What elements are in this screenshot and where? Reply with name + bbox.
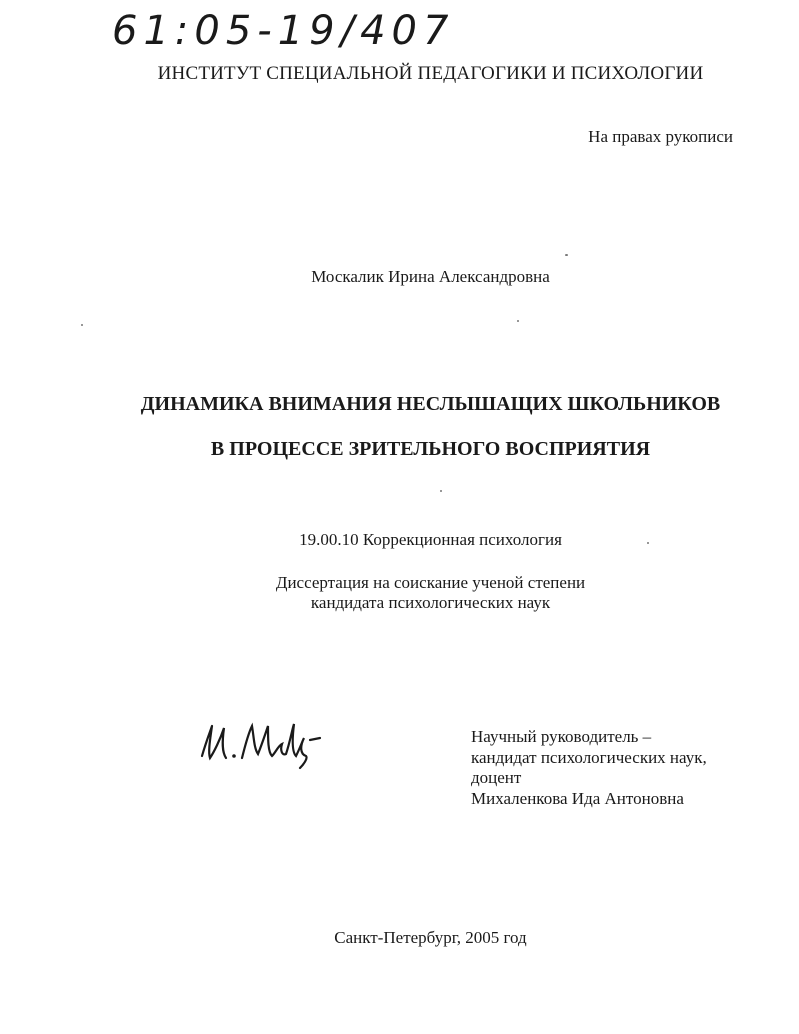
degree-line-1: Диссертация на соискание ученой степени	[275, 573, 586, 592]
author-signature	[196, 712, 326, 772]
scan-speck	[565, 254, 568, 256]
scientific-supervisor	[471, 727, 707, 809]
dissertation-title-line-2: В ПРОЦЕССЕ ЗРИТЕЛЬНОГО ВОСПРИЯТИЯ	[210, 438, 651, 460]
scan-speck	[517, 320, 519, 322]
archive-number-text: 61:05-19/407	[112, 8, 455, 52]
archive-number-handwritten	[112, 2, 492, 52]
scan-speck	[81, 324, 83, 326]
specialty-code: 19.00.10 Коррекционная психология	[299, 530, 562, 549]
city-and-year: Санкт-Петербург, 2005 год	[334, 928, 527, 947]
supervisor-role: Научный руководитель –	[471, 727, 652, 746]
dissertation-title-line-1: ДИНАМИКА ВНИМАНИЯ НЕСЛЫШАЩИХ ШКОЛЬНИКОВ	[140, 393, 721, 415]
scan-speck	[647, 542, 649, 544]
signature-drawing	[196, 712, 326, 772]
author-name: Москалик Ирина Александровна	[311, 267, 550, 286]
degree-line-2: кандидата психологических наук	[310, 593, 551, 612]
archive-number-drawing	[112, 2, 492, 52]
supervisor-rank: доцент	[471, 768, 522, 787]
institute-name: ИНСТИТУТ СПЕЦИАЛЬНОЙ ПЕДАГОГИКИ И ПСИХОЛОГИИ	[157, 63, 704, 84]
supervisor-degree: кандидат психологических наук,	[471, 747, 707, 767]
supervisor-name: Михаленкова Ида Антоновна	[471, 788, 684, 808]
rights-note: На правах рукописи	[588, 127, 733, 146]
scan-speck	[440, 490, 442, 492]
